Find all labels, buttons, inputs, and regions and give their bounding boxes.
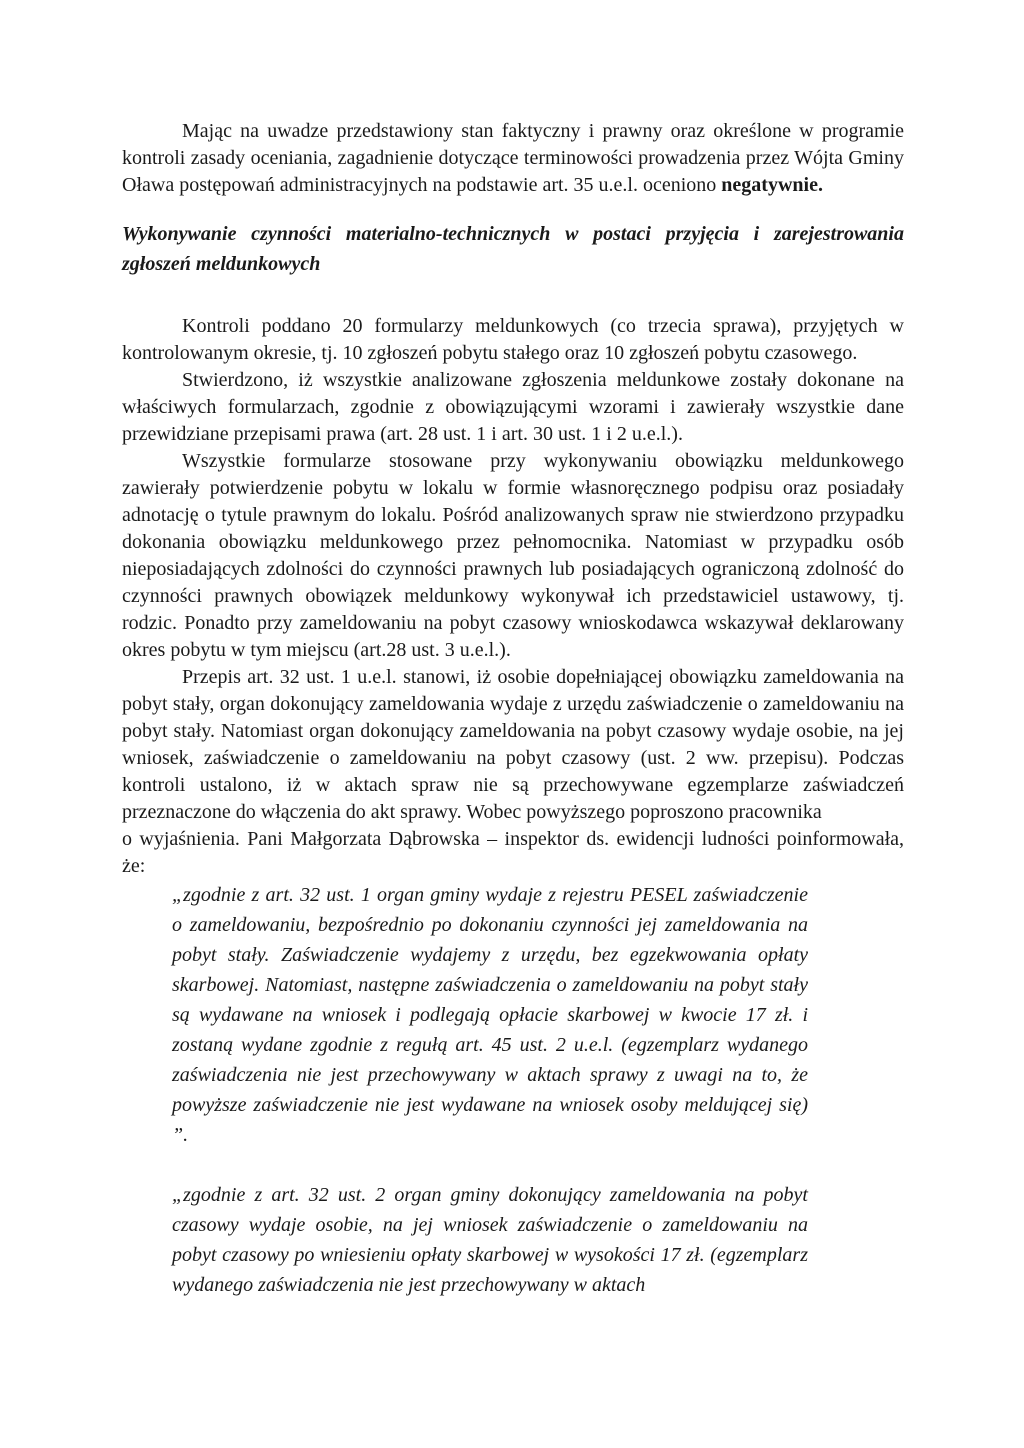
paragraph-regulation: Przepis art. 32 ust. 1 u.e.l. stanowi, iż osobie dopełniającej obowiązku zameldowania na pobyt stały, organ dokonujący zameldowania wydaje z urzędu zaświadczenie o zameldowaniu na pobyt stały. Natomiast organ dokonujący zameldowania na pobyt czasowy wydaje osobie, na jej wniosek, zaświadczenie o zameldowaniu na pobyt czasowy (ust. 2 ww. przepisu). Podczas kontroli ustalono, iż w aktach spraw nie są przechowywane egzemplarze zaświadczeń przeznaczone do włączenia do akt sprawy. Wobec powyższego poproszono pracownika — [122, 666, 904, 823]
paragraph-assessment — [122, 118, 904, 199]
paragraph-assessment-text: Mając na uwadze przedstawiony stan faktyczny i prawny oraz określone w programie kontroli zasady oceniania, zagadnienie dotyczące terminowości prowadzenia przez Wójta Gminy Oława postępowań administracyjnych na podstawie art. 35 u.e.l. oceniono — [122, 120, 904, 196]
paragraph-forms: Wszystkie formularze stosowane przy wykonywaniu obowiązku meldunkowego zawierały potwierdzenie pobytu w lokalu w formie własnoręcznego podpisu oraz posiadały adnotację o tytule prawnym do lokalu. Pośród analizowanych spraw nie stwierdzono przypadku dokonania obowiązku meldunkowego przez pełnomocnika. Natomiast w przypadku osób nieposiadających zdolności do czynności prawnych lub posiadających ograniczoną zdolność do czynności prawnych obowiązek meldunkowy wykonywał ich przedstawiciel ustawowy, tj. rodzic. Ponadto przy zameldowaniu na pobyt czasowy wnioskodawca wskazywał deklarowany okres pobytu w tym miejscu (art.28 ust. 3 u.e.l.). — [122, 450, 904, 661]
quote-permanent-residence: „zgodnie z art. 32 ust. 1 organ gminy wydaje z rejestru PESEL zaświadczenie o zameldowaniu, bezpośrednio po dokonaniu czynności jej zameldowania na pobyt stały. Zaświadczenie wydajemy z urzędu, bez egzekwowania opłaty skarbowej. Natomiast, następne zaświadczenia o zameldowaniu na pobyt stały są wydawane na wniosek i podlegają opłacie skarbowej w kwocie 17 zł. i zostaną wydane zgodnie z regułą art. 45 ust. 2 u.e.l. (egzemplarz wydanego zaświadczenia nie jest przechowywany w aktach sprawy z uwagi na to, że powyższe zaświadczenie nie jest wydawane na wniosek osoby meldującej się) ”. — [172, 884, 808, 1146]
section-heading: Wykonywanie czynności materialno-technicznych w postaci przyjęcia i zarejestrowania zgłoszeń meldunkowych — [122, 223, 904, 275]
document-page — [122, 118, 904, 1300]
assessment-result: negatywnie. — [721, 174, 823, 196]
quote-temporary-residence: „zgodnie z art. 32 ust. 2 organ gminy dokonujący zameldowania na pobyt czasowy wydaje osobie, na jej wniosek zaświadczenie o zameldowaniu na pobyt czasowy po wniesieniu opłaty skarbowej w wysokości 17 zł. (egzemplarz wydanego zaświadczenia nie jest przechowywany w aktach — [172, 1184, 808, 1296]
paragraph-explanation: o wyjaśnienia. Pani Małgorzata Dąbrowska – inspektor ds. ewidencji ludności poinformowała, że: — [122, 828, 904, 877]
paragraph-scope: Kontroli poddano 20 formularzy meldunkowych (co trzecia sprawa), przyjętych w kontrolowanym okresie, tj. 10 zgłoszeń pobytu stałego oraz 10 zgłoszeń pobytu czasowego. — [122, 315, 904, 364]
paragraph-findings: Stwierdzono, iż wszystkie analizowane zgłoszenia meldunkowe zostały dokonane na właściwych formularzach, zgodnie z obowiązującymi wzorami i zawierały wszystkie dane przewidziane przepisami prawa (art. 28 ust. 1 i art. 30 ust. 1 i 2 u.e.l.). — [122, 369, 904, 445]
